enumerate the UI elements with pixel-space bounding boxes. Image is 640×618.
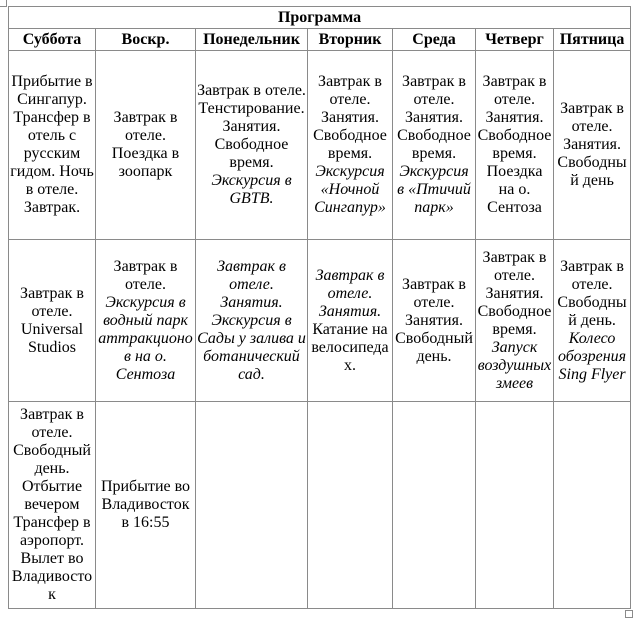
activity-text: Завтрак в отеле. Universal Studios: [20, 284, 84, 356]
schedule-cell: [308, 51, 393, 240]
schedule-cell: [96, 240, 196, 402]
activity-text: Завтрак в отеле. Свободный день. Отбытие вечером Трансфер в аэропорт. Вылет во Владивосток: [11, 406, 93, 603]
excursion-text: Экскурсия «Ночной Сингапур»: [314, 163, 386, 216]
schedule-cell: [308, 240, 393, 402]
activity-text: Завтрак в отеле. Занятия. Свободное время.: [313, 73, 387, 162]
schedule-cell: [96, 51, 196, 240]
excursion-text: Запуск воздушных змеев: [477, 338, 552, 392]
activity-text: Завтрак в отеле. Занятия. Свободный день.: [395, 275, 473, 365]
day-header: Понедельник: [196, 29, 308, 51]
day-header: Воскр.: [96, 29, 196, 51]
schedule-cell: [196, 402, 308, 609]
activity-text: Прибытие во Владивосток в 16:55: [100, 478, 191, 531]
schedule-cell: [554, 240, 631, 402]
activity-text: Завтрак в отеле. Тенстирование. Занятия. Свободное время.: [197, 82, 306, 171]
excursion-text: Экскурсия в GBTB.: [211, 172, 292, 207]
activity-text: Завтрак в отеле. Занятия. Свободный день: [557, 100, 627, 189]
schedule-cell: [393, 51, 476, 240]
activity-text: Завтрак в отеле. Занятия. Свободное время.: [397, 73, 471, 162]
activity-text: Завтрак в отеле. Свободный день.: [557, 257, 627, 329]
day-header: Среда: [393, 29, 476, 51]
activity-text: Завтрак в отеле. Занятия. Свободное время. Поездка на о. Сентоза: [477, 73, 552, 216]
schedule-cell: [196, 240, 308, 402]
schedule-cell: [393, 402, 476, 609]
table-row: [9, 402, 631, 609]
excursion-text: Экскурсия в «Птичий парк»: [397, 163, 471, 216]
excursion-text: Завтрак в отеле. Занятия.: [315, 266, 385, 320]
table-row: [9, 51, 631, 240]
schedule-cell: [9, 402, 96, 609]
schedule-cell: [476, 240, 554, 402]
schedule-cell: [9, 240, 96, 402]
activity-text: Катание на велосипедах.: [311, 320, 389, 374]
schedule-cell: [393, 240, 476, 402]
excursion-text: Завтрак в отеле. Занятия. Экскурсия в Сады у залива и ботанический сад.: [197, 257, 306, 383]
schedule-cell: [554, 402, 631, 609]
program-table: [8, 6, 631, 609]
excursion-text: Экскурсия в водный парк аттракционов на о. Сентоза: [98, 293, 193, 383]
day-header: Четверг: [476, 29, 554, 51]
day-header-row: [9, 29, 631, 51]
schedule-cell: [476, 51, 554, 240]
excursion-text: Колесо обозрения Sing Flyer: [557, 329, 627, 383]
schedule-cell: [554, 51, 631, 240]
schedule-cell: [476, 402, 554, 609]
activity-text: Завтрак в отеле. Поездка в зоопарк: [111, 109, 180, 180]
day-header: Суббота: [9, 29, 96, 51]
schedule-cell: [308, 402, 393, 609]
schedule-cell: [96, 402, 196, 609]
day-header: Вторник: [308, 29, 393, 51]
activity-text: Завтрак в отеле.: [113, 257, 178, 293]
table-title: Программа: [9, 7, 631, 29]
table-move-handle[interactable]: [0, 0, 7, 7]
day-header: Пятница: [554, 29, 631, 51]
activity-text: Прибытие в Сингапур. Трансфер в отель с русским гидом. Ночь в отеле. Завтрак.: [10, 73, 94, 216]
schedule-cell: [9, 51, 96, 240]
table-title-row: [9, 7, 631, 29]
schedule-cell: [196, 51, 308, 240]
table-row: [9, 240, 631, 402]
activity-text: Завтрак в отеле. Занятия. Свободное время.: [477, 248, 552, 338]
